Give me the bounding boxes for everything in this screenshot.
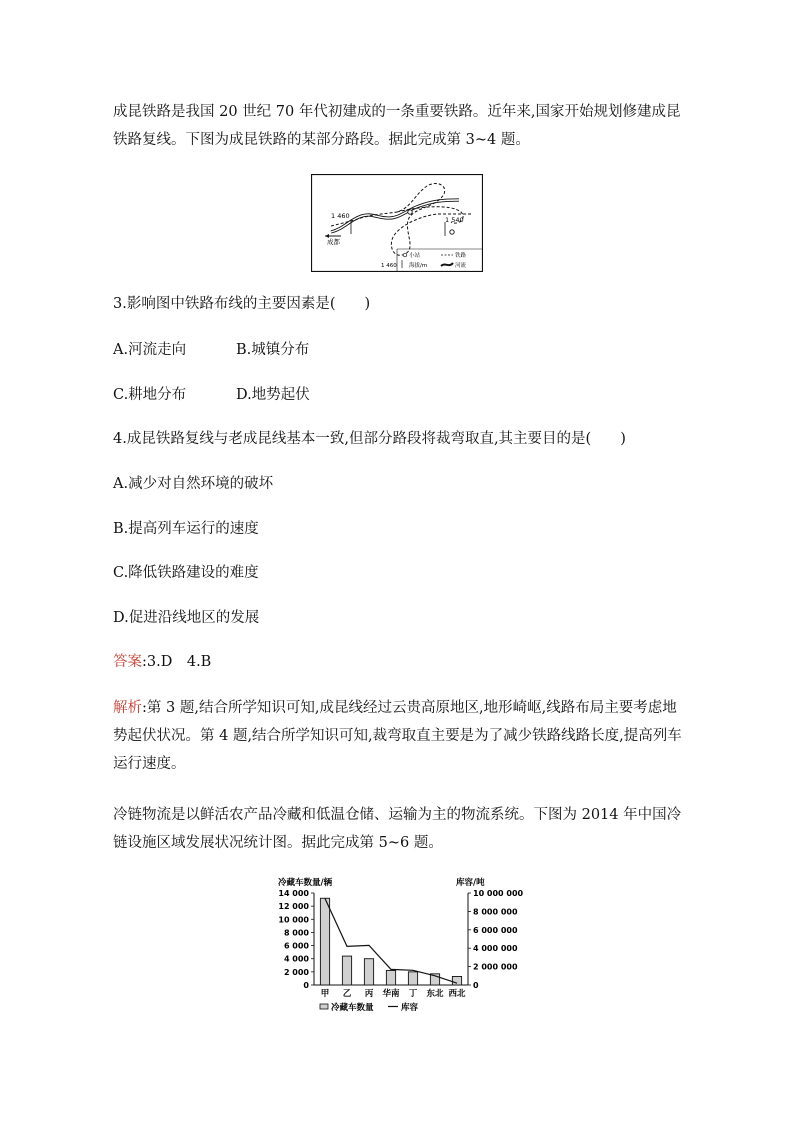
cold-chain-chart	[276, 874, 526, 1016]
answer-text: :3.D 4.B	[142, 654, 212, 670]
bar-西北	[452, 976, 461, 985]
y-tick-label-left: 0	[303, 981, 309, 990]
y-tick-label-left: 8 000	[283, 928, 309, 938]
x-tick-label: 华南	[382, 989, 400, 999]
y-tick-label-left: 4 000	[283, 954, 309, 964]
y-tick-label-right: 2 000 000	[473, 962, 518, 972]
railway-map	[311, 174, 483, 272]
intro-paragraph-2: 冷链物流是以鲜活农产品冷藏和低温仓储、运输为主的物流系统。下图为 2014 年中国冷链设施区域发展状况统计图。据此完成第 5~6 题。	[113, 807, 682, 851]
y-tick-label-right: 10 000 000	[473, 889, 524, 898]
x-tick-label: 丁	[408, 989, 418, 999]
x-tick-label: 丙	[364, 989, 374, 999]
x-tick-label: 西北	[448, 989, 466, 999]
legend-elevation-value: 1 460	[381, 263, 397, 269]
railway-map-figure	[311, 174, 483, 276]
intro-paragraph-1: 成昆铁路是我国 20 世纪 70 年代初建成的一条重要铁路。近年来,国家开始规划修建成昆铁路复线。下图为成昆铁路的某部分路段。据此完成第 3~4 题。	[113, 104, 681, 148]
question-4-option-a: A.减少对自然环境的破坏	[113, 476, 274, 492]
cold-chain-chart-figure	[276, 874, 526, 1020]
y-axis-left-title: 冷藏车数量/辆	[278, 878, 333, 888]
x-tick-label: 东北	[426, 989, 444, 999]
y-axis-right-title: 库容/吨	[456, 878, 485, 888]
question-3-option-c: C.耕地分布	[113, 387, 187, 403]
x-tick-label: 乙	[342, 989, 352, 999]
bar-华南	[386, 971, 395, 985]
bar-乙	[342, 956, 351, 985]
question-3-option-a: A.河流走向	[113, 342, 187, 358]
city-label: 成都	[327, 238, 340, 246]
analysis-text: :第 3 题,结合所学知识可知,成昆线经过云贵高原地区,地形崎岖,线路布局主要考虑地势起伏状况。第 4 题,结合所学知识可知,裁弯取直主要是为了减少铁路线路长度,提高列车运行速度。	[113, 700, 682, 772]
y-tick-label-left: 12 000	[278, 902, 309, 912]
bar-丙	[364, 959, 373, 985]
legend-station-label: 小站	[409, 253, 421, 259]
analysis-paragraph	[113, 694, 683, 778]
question-3-stem: 3.影响图中铁路布线的主要因素是( )	[113, 296, 371, 312]
y-tick-label-left: 10 000	[278, 915, 309, 925]
legend-station-icon	[403, 253, 407, 257]
question-4-option-b: B.提高列车运行的速度	[113, 521, 259, 537]
y-tick-label-right: 0	[473, 981, 479, 990]
answer-line	[113, 648, 683, 676]
question-3-option-b: B.城镇分布	[236, 342, 310, 358]
y-tick-label-right: 8 000 000	[473, 907, 518, 917]
legend-bar-swatch	[320, 1004, 328, 1009]
legend-line-label: 库容	[401, 1003, 419, 1013]
station-marker-2	[450, 230, 454, 234]
contour-label-left: 1 460	[331, 212, 350, 220]
question-4-stem: 4.成昆铁路复线与老成昆线基本一致,但部分路段将裁弯取直,其主要目的是( )	[113, 431, 626, 447]
question-4-option-d: D.促进沿线地区的发展	[113, 610, 260, 626]
question-3-option-d: D.地势起伏	[236, 387, 310, 403]
contour-label-right: 1 540	[445, 216, 464, 224]
bar-甲	[320, 898, 329, 985]
legend-river-label: 河流	[455, 263, 467, 269]
question-4-option-c: C.降低铁路建设的难度	[113, 565, 259, 581]
y-tick-label-right: 6 000 000	[473, 925, 518, 935]
y-tick-label-left: 2 000	[283, 967, 309, 977]
legend-elevation-label: 海拔/m	[409, 263, 428, 269]
station-marker-1	[408, 210, 412, 214]
x-tick-label: 甲	[320, 989, 330, 999]
answer-label: 答案	[113, 654, 142, 670]
y-tick-label-right: 4 000 000	[473, 944, 518, 954]
legend-bar-label: 冷藏车数量	[331, 1003, 374, 1013]
bar-丁	[408, 972, 417, 985]
analysis-label: 解析	[113, 700, 142, 716]
y-tick-label-left: 6 000	[283, 941, 309, 951]
legend-railway-label: 铁路	[455, 253, 467, 259]
y-tick-label-left: 14 000	[278, 889, 309, 898]
